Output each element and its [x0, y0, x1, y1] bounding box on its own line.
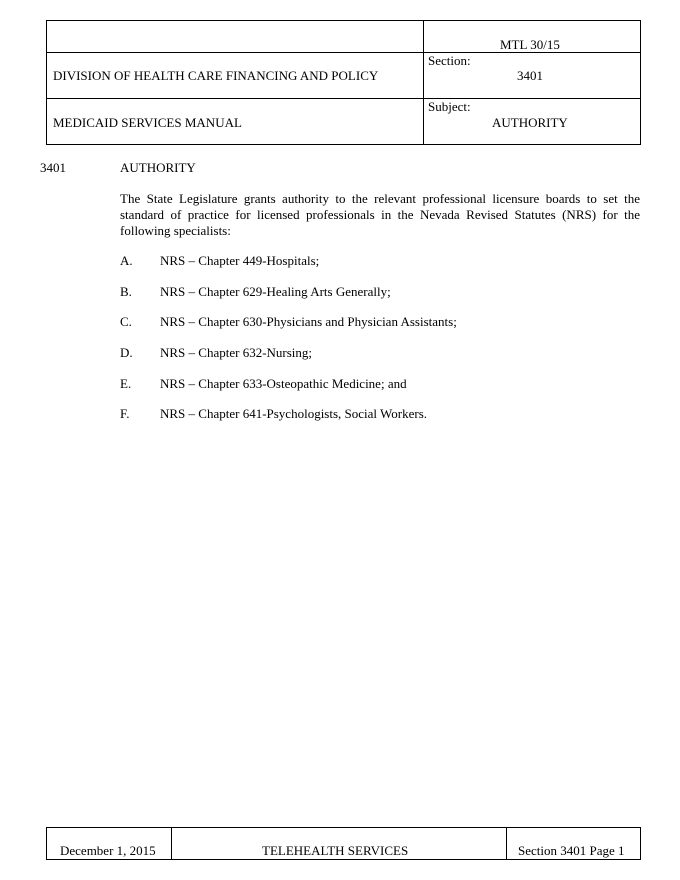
list-item-text: NRS – Chapter 632-Nursing; [160, 345, 313, 360]
header-row-divider [47, 52, 640, 53]
footer-column-divider [506, 828, 507, 859]
mtl-number: MTL 30/15 [500, 37, 560, 52]
authority-paragraph: The State Legislature grants authority to the relevant professional licensure boards to set the standard of practice for licensed professionals in the Nevada Revised Statutes (NRS) for the following specialists: [120, 191, 640, 238]
section-number: 3401 [40, 160, 66, 175]
list-item-text: NRS – Chapter 630-Physicians and Physician Assistants; [160, 314, 457, 329]
list-item-letter: C. [120, 314, 132, 329]
division-name: DIVISION OF HEALTH CARE FINANCING AND POLICY [53, 68, 379, 83]
document-header [46, 20, 641, 145]
section-title: AUTHORITY [120, 160, 196, 175]
list-item-letter: E. [120, 376, 132, 391]
footer-date: December 1, 2015 [60, 843, 156, 858]
footer-title: TELEHEALTH SERVICES [262, 843, 409, 858]
manual-name: MEDICAID SERVICES MANUAL [53, 115, 242, 130]
footer-column-divider [171, 828, 172, 859]
list-item-letter: B. [120, 284, 132, 299]
list-item-text: NRS – Chapter 449-Hospitals; [160, 253, 320, 268]
section-value: 3401 [517, 68, 543, 83]
list-item-letter: A. [120, 253, 133, 268]
subject-label: Subject: [428, 99, 471, 114]
list-item-text: NRS – Chapter 641-Psychologists, Social Workers. [160, 406, 428, 421]
header-column-divider [423, 21, 424, 144]
footer-page: Section 3401 Page 1 [518, 843, 625, 858]
list-item-text: NRS – Chapter 633-Osteopathic Medicine; and [160, 376, 407, 391]
subject-value: AUTHORITY [492, 115, 568, 130]
list-item-letter: D. [120, 345, 133, 360]
list-item-text: NRS – Chapter 629-Healing Arts Generally; [160, 284, 391, 299]
document-footer [46, 827, 641, 860]
section-label: Section: [428, 53, 471, 68]
list-item-letter: F. [120, 406, 130, 421]
header-row-divider [47, 98, 640, 99]
